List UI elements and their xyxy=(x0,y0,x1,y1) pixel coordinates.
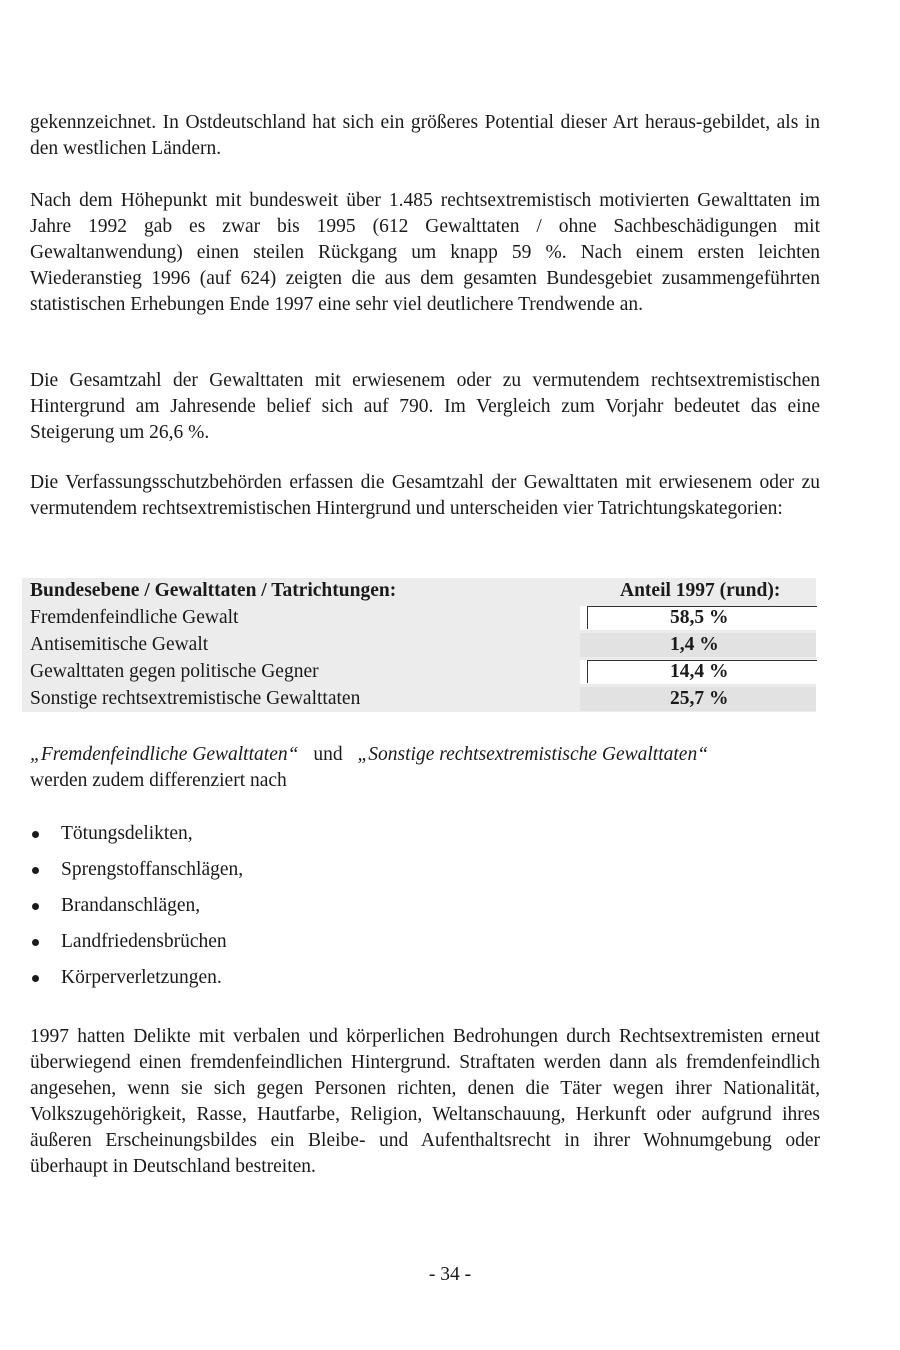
bullet-icon xyxy=(32,975,39,982)
term-xenophobic: „Fremdenfeindliche Gewalttaten“ xyxy=(30,744,299,765)
list-item-text: Tötungsdelikten, xyxy=(61,823,193,844)
differentiation-sentence xyxy=(30,742,820,794)
row-label: Fremdenfeindliche Gewalt xyxy=(30,607,239,628)
offense-list xyxy=(30,820,243,1000)
table-header-label: Bundesebene / Gewalttaten / Tatrichtungen: xyxy=(30,580,397,601)
statistics-table xyxy=(22,578,816,712)
paragraph-categories-intro: Die Verfassungsschutzbehörden erfassen die Gesamtzahl der Gewalttaten mit erwiesenem oder zu vermutendem rechtsextremistischen Hintergrund und unterscheiden vier Tatrichtungskategorien: xyxy=(30,472,820,519)
list-item-text: Körperverletzungen. xyxy=(61,967,222,988)
paragraph-closing: 1997 hatten Delikte mit verbalen und körperlichen Bedrohungen durch Rechtsextremisten erneut überwiegend einen fremdenfeindlichen Hintergrund. Straftaten werden dann als fremdenfeindlich angesehen, wenn sie sich gegen Personen richten, denen die Täter wegen ihrer Nationalität, Volkszugehörigkeit, Rasse, Hautfarbe, Religion, Weltanschauung, Herkunft oder aufgrund ihres äußeren Erscheinungsbildes ein Bleibe- und Aufenthaltsrecht in ihrer Wohnumgebung oder überhaupt in Deutschland bestreiten. xyxy=(30,1026,820,1177)
list-item xyxy=(30,928,243,964)
list-item-text: Brandanschlägen, xyxy=(61,895,201,916)
bullet-icon xyxy=(32,831,39,838)
paragraph-intro: gekennzeichnet. In Ostdeutschland hat sich ein größeres Potential dieser Art heraus-gebildet, als in den westlichen Ländern. xyxy=(30,112,820,159)
list-item-text: Sprengstoffanschlägen, xyxy=(61,859,244,880)
page-number: - 34 - xyxy=(428,1264,472,1285)
row-label: Antisemitische Gewalt xyxy=(30,634,209,655)
row-value: 14,4 % xyxy=(670,661,729,682)
list-item xyxy=(30,856,243,892)
bullet-icon xyxy=(32,939,39,946)
list-item xyxy=(30,820,243,856)
table-header-row xyxy=(30,578,816,604)
row-label: Sonstige rechtsextremistische Gewalttaten xyxy=(30,688,361,709)
conjunction: und xyxy=(313,744,343,765)
row-value: 58,5 % xyxy=(670,607,729,628)
table-row xyxy=(30,605,816,631)
list-item xyxy=(30,964,243,1000)
term-other: „Sonstige rechtsextremistische Gewalttaten“ xyxy=(357,744,709,765)
list-item-text: Landfriedensbrüchen xyxy=(61,931,227,952)
paragraph-trend: Nach dem Höhepunkt mit bundesweit über 1.485 rechtsextremistisch motivierten Gewalttaten im Jahre 1992 gab es zwar bis 1995 (612 Gewalttaten / ohne Sachbeschädigungen mit Gewaltanwendung) einen steilen Rückgang um knapp 59 %. Nach einem ersten leichten Wiederanstieg 1996 (auf 624) zeigten die aus dem gesamten Bundesgebiet zusammengeführten statistischen Erhebungen Ende 1997 eine sehr viel deutlichere Trendwende an. xyxy=(30,190,820,315)
table-row xyxy=(30,686,816,712)
list-item xyxy=(30,892,243,928)
table-row xyxy=(30,632,816,658)
bullet-icon xyxy=(32,867,39,874)
row-value: 25,7 % xyxy=(670,688,729,709)
bullet-icon xyxy=(32,903,39,910)
paragraph-total: Die Gesamtzahl der Gewalttaten mit erwiesenem oder zu vermutendem rechtsextremistischen Hintergrund am Jahresende belief sich auf 790. Im Vergleich zum Vorjahr bedeutet das eine Steigerung um 26,6 %. xyxy=(30,370,820,443)
table-row xyxy=(30,659,816,685)
row-label: Gewalttaten gegen politische Gegner xyxy=(30,661,319,682)
row-value: 1,4 % xyxy=(670,634,719,655)
sentence-rest: werden zudem differenziert nach xyxy=(30,770,287,791)
table-header-value: Anteil 1997 (rund): xyxy=(620,580,781,601)
